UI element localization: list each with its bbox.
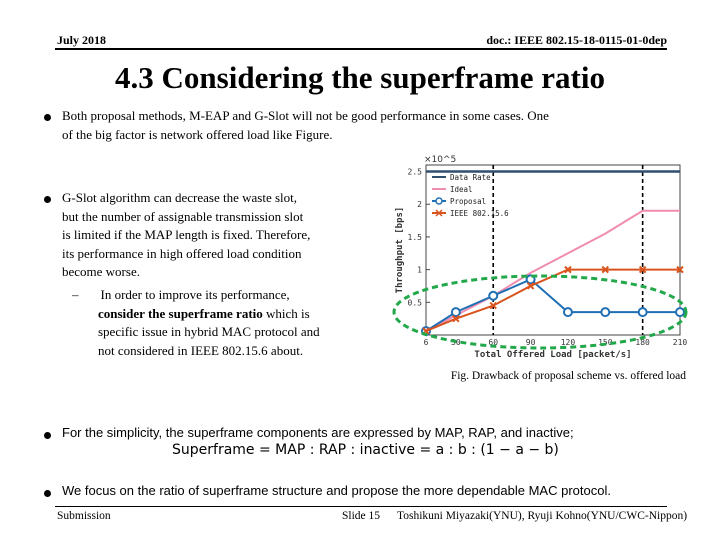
x-axis-label: Total Offered Load [packet/s]	[474, 350, 632, 360]
superframe-formula: Superframe = MAP : RAP : inactive = a : b : (1 − a − b)	[172, 442, 559, 458]
y-axis-label: Throughput [bps]	[395, 206, 405, 294]
proposal-marker	[676, 308, 684, 316]
y-tick-label: 1	[417, 265, 422, 275]
x-tick-label: 180	[635, 338, 650, 347]
header-date: July 2018	[57, 33, 107, 47]
footer-slide-number: Slide 15	[342, 510, 381, 522]
footer-submission: Submission	[57, 510, 111, 522]
slide-title: 4.3 Considering the superframe ratio	[115, 60, 605, 95]
y-tick-label: 1.5	[407, 232, 422, 242]
legend-label: IEEE 802.15.6	[450, 209, 509, 218]
footer-divider	[55, 506, 667, 507]
bullet-1	[62, 107, 682, 144]
legend-label: Proposal	[450, 197, 487, 206]
x-tick-label: 6	[423, 338, 429, 347]
bullet-dot	[44, 490, 51, 497]
bullet-dot	[44, 432, 51, 439]
bullet-dot	[44, 114, 51, 121]
proposal-marker	[489, 292, 497, 300]
proposal-marker	[639, 308, 647, 316]
x-tick-label: 210	[672, 338, 688, 347]
bullet-2-line: is limited if the MAP length is fixed. Therefore,	[62, 227, 311, 242]
legend-label: Ideal	[450, 185, 473, 194]
bullet-1-line-2: of the big factor is network offered load like Figure.	[62, 126, 333, 142]
sub-bullet-line-3: specific issue in hybrid MAC protocol and	[98, 324, 320, 339]
sub-bullet-dash: –	[72, 287, 79, 302]
bullet-1-line-1: Both proposal methods, M-EAP and G-Slot will not be good performance in some cases. One	[62, 108, 549, 123]
throughput-chart-svg	[390, 150, 690, 370]
legend-label: Data Rate	[450, 173, 491, 182]
x-tick-label: 60	[488, 338, 499, 347]
y-tick-label: 2.5	[407, 167, 422, 177]
bullet-3-line-1: For the simplicity, the superframe components are expressed by MAP, RAP, and inactive;	[62, 425, 574, 440]
sub-bullet-line-4: not considered in IEEE 802.15.6 about.	[98, 342, 304, 358]
x-tick-label: 30	[451, 338, 461, 347]
footer-authors: Toshikuni Miyazaki(YNU), Ryuji Kohno(YNU/CWC-Nippon)	[397, 510, 688, 522]
bullet-2-line: its performance in high offered load condition	[62, 245, 302, 261]
bullet-2	[62, 189, 382, 282]
proposal-marker	[564, 308, 572, 316]
x-tick-label: 120	[560, 338, 576, 347]
x-tick-label: 150	[598, 338, 613, 347]
x-tick-label: 90	[525, 338, 536, 347]
header-doc-id: doc.: IEEE 802.15-18-0115-01-0dep	[486, 33, 667, 47]
figure-caption: Fig. Drawback of proposal scheme vs. offered load	[450, 370, 686, 382]
bullet-2-line: become worse.	[62, 264, 140, 279]
y-exponent-label: ×10^5	[424, 155, 457, 165]
sub-bullet-line-1: In order to improve its performance,	[100, 287, 290, 302]
bullet-3	[62, 425, 692, 458]
proposal-marker	[452, 308, 460, 316]
sub-bullet	[72, 286, 372, 360]
bullet-2-line: but the number of assignable transmission slot	[62, 208, 304, 224]
bullet-4: We focus on the ratio of superframe structure and propose the more dependable MAC protocol.	[62, 483, 611, 498]
bullet-2-line: G-Slot algorithm can decrease the waste slot,	[62, 190, 298, 205]
header-divider	[55, 48, 667, 50]
throughput-chart	[390, 150, 690, 370]
bullet-dot	[44, 196, 51, 203]
legend-marker	[436, 198, 442, 204]
y-tick-label: 2	[417, 200, 422, 210]
sub-bullet-line-2: which is	[262, 305, 310, 321]
sub-bullet-emphasis: consider the superframe ratio	[98, 305, 263, 321]
proposal-marker	[601, 308, 609, 316]
y-tick-label: 0.5	[407, 298, 422, 308]
